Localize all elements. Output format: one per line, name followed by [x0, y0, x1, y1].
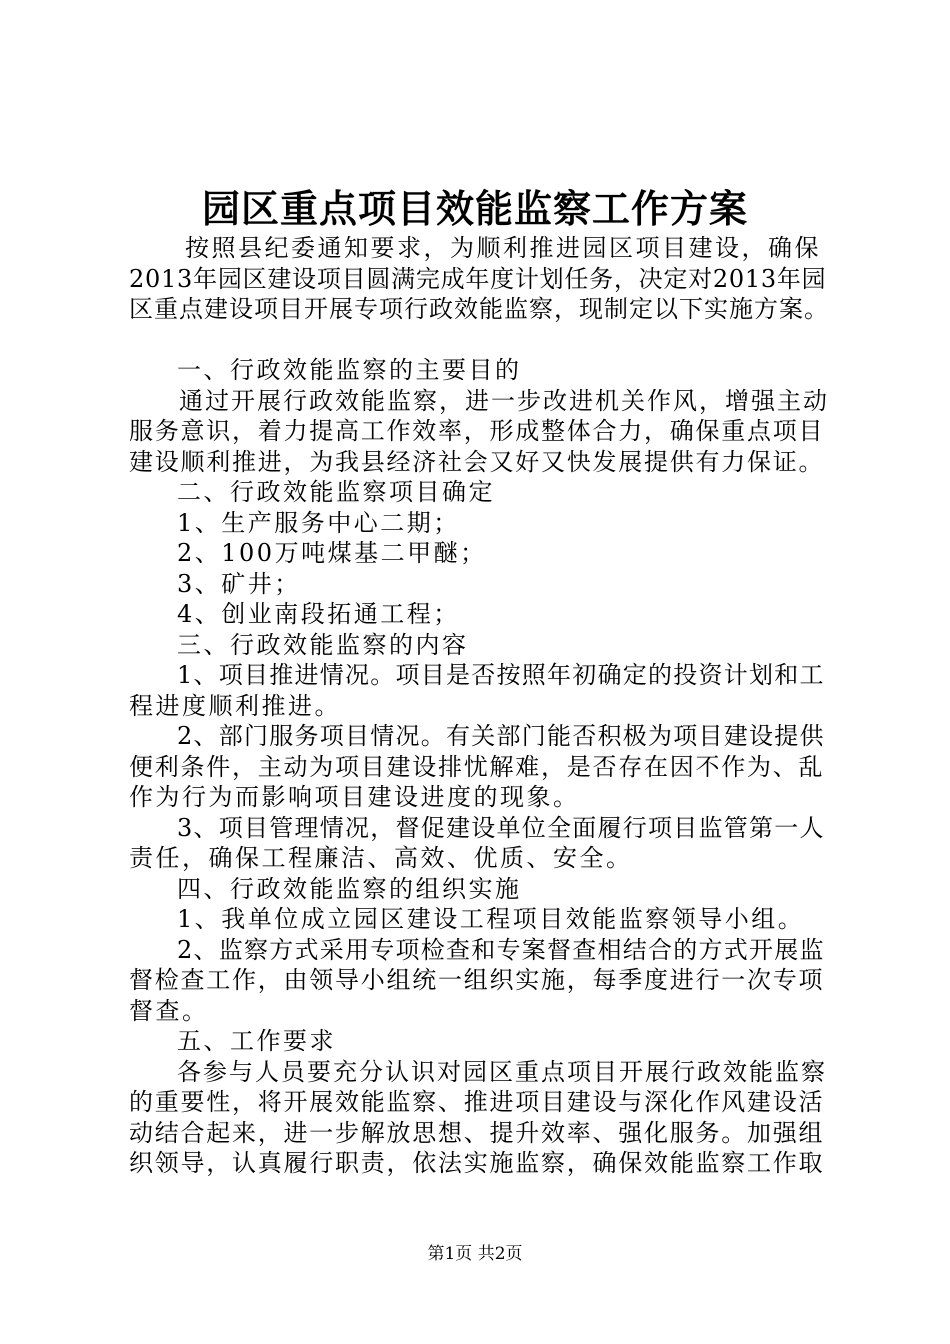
list-item: 3、矿井； [177, 569, 301, 598]
list-item: 1、生产服务中心二期； [177, 508, 460, 537]
paragraph-line: 便利条件，主动为项目建设排忧解难，是否存在因不作为、乱 [129, 752, 825, 781]
paragraph-line: 通过开展行政效能监察，进一步改进机关作风，增强主动 [179, 386, 829, 415]
paragraph-line: 按照县纪委通知要求，为顺利推进园区项目建设，确保 [185, 234, 821, 262]
paragraph-line: 3、项目管理情况，督促建设单位全面履行项目监管第一人 [177, 813, 825, 842]
section-heading: 一、行政效能监察的主要目的 [177, 356, 522, 384]
paragraph-line: 2、部门服务项目情况。有关部门能否积极为项目建设提供 [177, 722, 825, 750]
document-title: 园区重点项目效能监察工作方案 [201, 186, 748, 231]
paragraph-line: 2013年园区建设项目圆满完成年度计划任务，决定对2013年园 [129, 264, 827, 293]
section-heading: 四、行政效能监察的组织实施 [177, 874, 522, 903]
section-heading: 二、行政效能监察项目确定 [177, 478, 495, 506]
list-item: 2、100万吨煤基二甲醚； [177, 539, 487, 567]
paragraph-line: 1、我单位成立园区建设工程项目效能监察领导小组。 [177, 905, 805, 933]
paragraph-gap [129, 325, 829, 356]
paragraph-line: 督检查工作，由领导小组统一组织实施，每季度进行一次专项 [129, 966, 825, 994]
document-body [129, 233, 829, 1179]
paragraph-line: 1、项目推进情况。项目是否按照年初确定的投资计划和工 [177, 661, 825, 689]
paragraph-line: 责任，确保工程廉洁、高效、优质、安全。 [129, 844, 633, 872]
section-heading: 五、工作要求 [177, 1027, 336, 1055]
paragraph-line: 程进度顺利推进。 [129, 691, 341, 720]
paragraph-line: 督查。 [129, 996, 209, 1025]
paragraph-line: 2、监察方式采用专项检查和专案督查相结合的方式开展监 [177, 935, 825, 964]
paragraph-line: 建设顺利推进，为我县经济社会又好又快发展提供有力保证。 [129, 447, 825, 476]
paragraph-line: 动结合起来，进一步解放思想、提升效率、强化服务。加强组 [129, 1118, 825, 1147]
paragraph-line: 各参与人员要充分认识对园区重点项目开展行政效能监察 [177, 1057, 827, 1086]
paragraph-line: 区重点建设项目开展专项行政效能监察，现制定以下实施方案。 [129, 295, 829, 323]
paragraph-line: 服务意识，着力提高工作效率，形成整体合力，确保重点项目 [129, 417, 825, 445]
section-heading: 三、行政效能监察的内容 [177, 630, 469, 659]
paragraph-line: 织领导，认真履行职责，依法实施监察，确保效能监察工作取 [129, 1149, 825, 1177]
paragraph-line: 作为行为而影响项目建设进度的现象。 [129, 783, 580, 811]
page-footer: 第1页 共2页 [427, 1244, 523, 1264]
list-item: 4、创业南段拓通工程； [177, 600, 460, 628]
paragraph-line: 的重要性，将开展效能监察、推进项目建设与深化作风建设活 [129, 1088, 825, 1116]
